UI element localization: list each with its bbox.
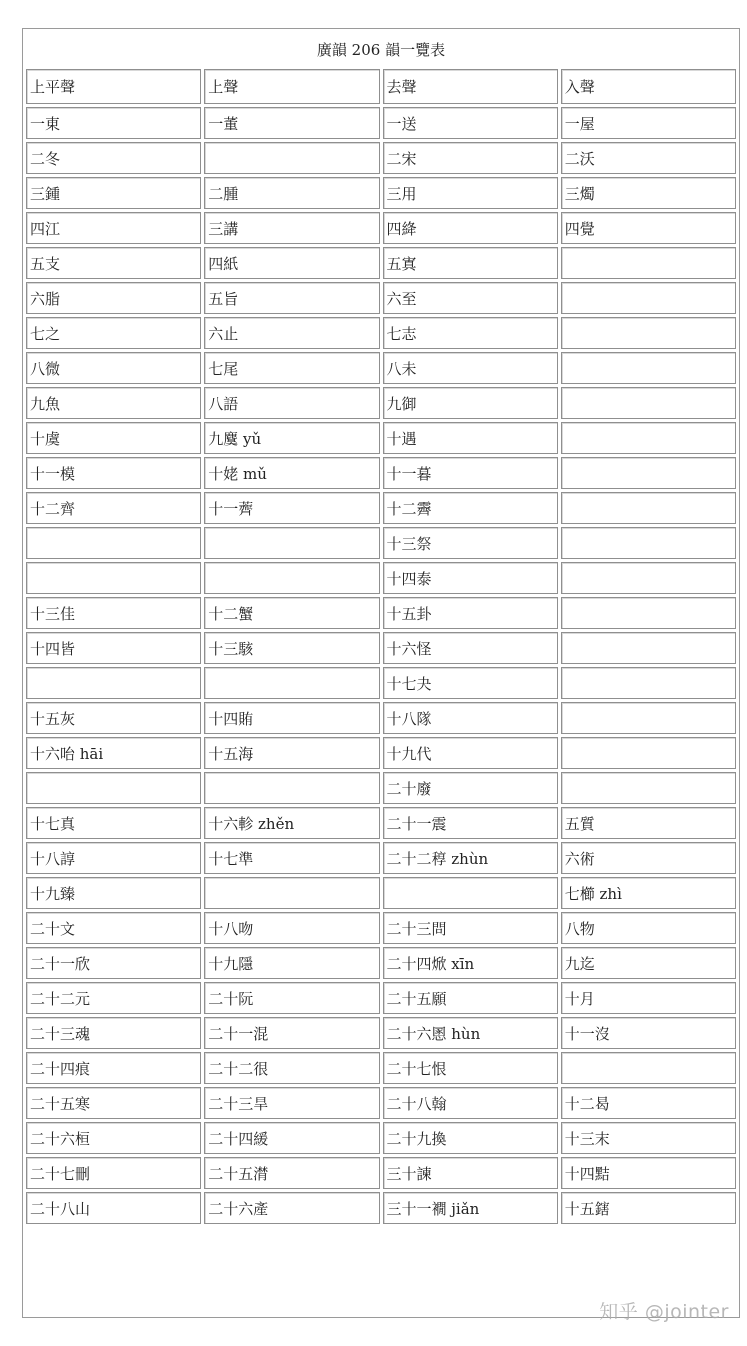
table-row [26,422,736,454]
table-cell [561,247,736,279]
table-row [26,282,736,314]
table-cell [561,317,736,349]
table-cell: 十一薺 [204,492,379,524]
table-cell [561,737,736,769]
table-row [26,1192,736,1224]
table-row [26,177,736,209]
table-cell: 二沃 [561,142,736,174]
table-cell: 八物 [561,912,736,944]
table-row [26,1087,736,1119]
table-cell: 八微 [26,352,201,384]
table-cell: 五質 [561,807,736,839]
table-cell [561,422,736,454]
table-row [26,597,736,629]
table-cell [204,772,379,804]
table-row [26,317,736,349]
table-row [26,107,736,139]
table-row [26,387,736,419]
watermark: 知乎 @jointer [599,1301,729,1323]
table-cell: 十四黠 [561,1157,736,1189]
table-cell: 十三佳 [26,597,201,629]
table-cell: 二十一混 [204,1017,379,1049]
table-cell: 二十八翰 [383,1087,558,1119]
table-cell: 十月 [561,982,736,1014]
table-cell: 二腫 [204,177,379,209]
table-cell: 十九隱 [204,947,379,979]
table-cell: 四紙 [204,247,379,279]
table-cell: 二十文 [26,912,201,944]
table-cell: 一東 [26,107,201,139]
table-cell: 八語 [204,387,379,419]
table-cell: 十三祭 [383,527,558,559]
table-cell: 二十五寒 [26,1087,201,1119]
table-cell: 十九臻 [26,877,201,909]
table-row [26,492,736,524]
table-cell: 十八諄 [26,842,201,874]
table-row [26,1122,736,1154]
table-cell: 六至 [383,282,558,314]
table-cell: 二十三問 [383,912,558,944]
table-cell [561,387,736,419]
table-cell: 四覺 [561,212,736,244]
table-cell: 二十八山 [26,1192,201,1224]
table-row [26,457,736,489]
header-cell-qu: 去聲 [383,69,558,104]
table-cell: 三用 [383,177,558,209]
table-cell [561,702,736,734]
table-cell: 十八吻 [204,912,379,944]
table-cell: 十姥 mǔ [204,457,379,489]
table-cell: 二十四痕 [26,1052,201,1084]
table-cell [561,282,736,314]
table-cell: 二十六產 [204,1192,379,1224]
table-cell: 十四泰 [383,562,558,594]
title-row [26,32,736,66]
table-cell: 六止 [204,317,379,349]
table-cell: 十七真 [26,807,201,839]
table-cell: 十二齊 [26,492,201,524]
table-cell: 十一暮 [383,457,558,489]
table-cell [561,562,736,594]
table-cell: 十七夬 [383,667,558,699]
table-cell: 二十二很 [204,1052,379,1084]
table-cell: 十五卦 [383,597,558,629]
table-cell: 二十二稕 zhùn [383,842,558,874]
table-row [26,737,736,769]
table-row [26,352,736,384]
table-cell: 十三駭 [204,632,379,664]
table-cell: 十虞 [26,422,201,454]
table-cell: 七志 [383,317,558,349]
table-cell: 一董 [204,107,379,139]
table-cell: 十遇 [383,422,558,454]
table-cell: 三十一襉 jiǎn [383,1192,558,1224]
table-cell [561,597,736,629]
table-row [26,842,736,874]
table-cell: 十四賄 [204,702,379,734]
table-row [26,1157,736,1189]
table-cell: 十二曷 [561,1087,736,1119]
table-cell: 四絳 [383,212,558,244]
table-cell: 九御 [383,387,558,419]
table-cell: 三燭 [561,177,736,209]
table-cell: 二十阮 [204,982,379,1014]
table-cell: 十四皆 [26,632,201,664]
table-cell: 三鍾 [26,177,201,209]
table-cell [561,667,736,699]
table-cell: 五寘 [383,247,558,279]
table-cell: 二十六桓 [26,1122,201,1154]
table-row [26,212,736,244]
table-cell: 五支 [26,247,201,279]
table-cell: 二十三魂 [26,1017,201,1049]
table-row [26,632,736,664]
table-cell [383,877,558,909]
header-cell-shang: 上聲 [204,69,379,104]
table-cell: 十二蟹 [204,597,379,629]
table-cell: 十五海 [204,737,379,769]
table-row [26,562,736,594]
table-cell: 一屋 [561,107,736,139]
table-cell: 十六咍 hāi [26,737,201,769]
table-cell: 六術 [561,842,736,874]
table-cell [204,562,379,594]
table-cell: 七之 [26,317,201,349]
table-cell: 十三末 [561,1122,736,1154]
table-cell [26,772,201,804]
table-cell: 七櫛 zhì [561,877,736,909]
table-cell: 二十一震 [383,807,558,839]
table-row [26,527,736,559]
table-cell: 二宋 [383,142,558,174]
table-cell: 九魚 [26,387,201,419]
table-cell: 二十三旱 [204,1087,379,1119]
table-cell: 二十五潸 [204,1157,379,1189]
table-cell: 二十七刪 [26,1157,201,1189]
table-cell [561,492,736,524]
table-cell: 二十九換 [383,1122,558,1154]
table-row [26,1017,736,1049]
header-cell-shang-ping: 上平聲 [26,69,201,104]
table-row [26,667,736,699]
table-row [26,982,736,1014]
table-cell [204,667,379,699]
table-row [26,807,736,839]
table-cell [26,667,201,699]
table-cell: 十一模 [26,457,201,489]
table-cell: 一送 [383,107,558,139]
table-row [26,772,736,804]
table-row [26,247,736,279]
table-cell: 二冬 [26,142,201,174]
table-cell: 二十五願 [383,982,558,1014]
table-cell: 十五鎋 [561,1192,736,1224]
table-cell: 三講 [204,212,379,244]
table-cell [561,457,736,489]
table-cell: 二十六慁 hùn [383,1017,558,1049]
table-cell: 十六軫 zhěn [204,807,379,839]
table-cell: 三十諫 [383,1157,558,1189]
table-row [26,877,736,909]
rhyme-table-frame [22,28,740,1318]
table-cell [26,562,201,594]
table-cell: 二十廢 [383,772,558,804]
table-cell [561,632,736,664]
table-cell [561,352,736,384]
table-cell: 七尾 [204,352,379,384]
table-title: 廣韻 206 韻一覽表 [316,40,446,59]
table-cell: 二十一欣 [26,947,201,979]
table-row [26,912,736,944]
table-row [26,947,736,979]
table-cell: 十一沒 [561,1017,736,1049]
table-cell [204,142,379,174]
table-cell: 十二霽 [383,492,558,524]
rhyme-table [23,29,739,1227]
table-cell: 八未 [383,352,558,384]
table-cell: 十九代 [383,737,558,769]
header-row [26,69,736,104]
header-cell-ru: 入聲 [561,69,736,104]
table-row [26,1052,736,1084]
table-row [26,142,736,174]
table-cell: 二十二元 [26,982,201,1014]
table-cell [561,1052,736,1084]
table-cell: 四江 [26,212,201,244]
table-cell [204,527,379,559]
table-cell: 二十七恨 [383,1052,558,1084]
table-cell: 五旨 [204,282,379,314]
table-cell: 十七準 [204,842,379,874]
table-cell [561,527,736,559]
table-cell: 六脂 [26,282,201,314]
table-cell [561,772,736,804]
table-cell: 十八隊 [383,702,558,734]
table-row [26,702,736,734]
table-cell: 十六怪 [383,632,558,664]
table-cell: 十五灰 [26,702,201,734]
table-cell: 二十四焮 xīn [383,947,558,979]
table-cell: 九迄 [561,947,736,979]
table-cell [26,527,201,559]
table-cell [204,877,379,909]
table-cell: 九麌 yǔ [204,422,379,454]
table-cell: 二十四緩 [204,1122,379,1154]
